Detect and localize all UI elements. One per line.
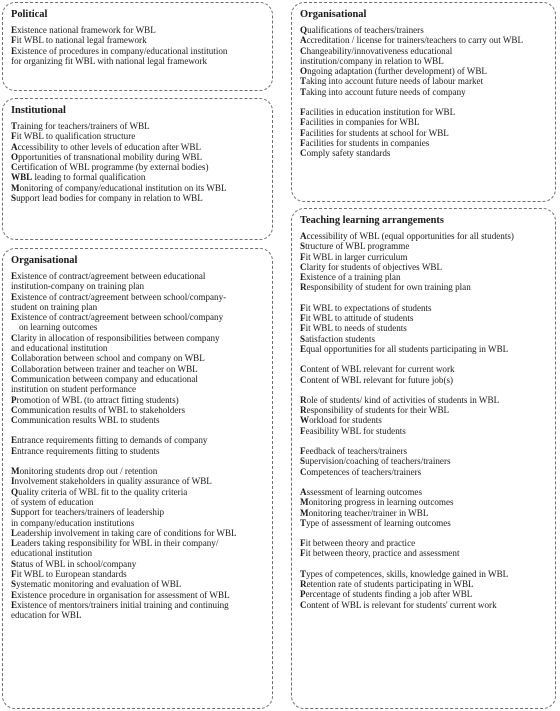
list-item xyxy=(300,323,547,333)
item-text: R xyxy=(300,579,307,590)
list-item xyxy=(11,152,264,162)
list-item xyxy=(11,46,264,56)
item-text: ontent of WBL relevant for current work xyxy=(306,364,455,375)
item-text: ontent of WBL is relevant for students' current work xyxy=(306,599,497,610)
item-text: C xyxy=(300,599,307,610)
item-text: in company/education institutions xyxy=(11,517,135,528)
list-item xyxy=(300,87,547,97)
item-text: institution-company on training plan xyxy=(11,281,145,292)
item-text: T xyxy=(11,121,18,131)
item-text: ualifications of teachers/trainers xyxy=(307,25,424,35)
item-text: T xyxy=(300,86,307,97)
political-box xyxy=(2,2,273,91)
list-item xyxy=(11,487,264,497)
item-text: T xyxy=(300,517,307,528)
spacer xyxy=(300,528,547,538)
list-item xyxy=(11,559,264,569)
organisational-left-box xyxy=(2,248,273,709)
item-text: F xyxy=(300,538,306,549)
item-text: E xyxy=(11,589,18,600)
item-text: A xyxy=(300,486,307,497)
political-list xyxy=(11,25,264,66)
item-text: F xyxy=(11,35,17,46)
item-text: student on training plan xyxy=(11,301,98,312)
item-text: and educational institution xyxy=(11,343,108,354)
item-text: uality criteria of WBL fit to the quality criteria xyxy=(18,486,188,497)
spacer xyxy=(300,385,547,395)
spacer xyxy=(300,97,547,107)
item-text: A xyxy=(300,231,307,241)
item-text: larity for students of objectives WBL xyxy=(306,261,443,272)
item-text: ntrance requirements fitting to students xyxy=(17,445,160,456)
list-item xyxy=(300,35,547,45)
item-text: onitoring teacher/trainer in WBL xyxy=(308,507,429,518)
teaching-list xyxy=(300,231,547,610)
item-text: it WBL to European standards xyxy=(16,569,127,580)
item-text: acilities in companies for WBL xyxy=(305,117,420,128)
item-text: S xyxy=(11,558,17,569)
item-text: E xyxy=(11,599,18,610)
item-text: institution/company in relation to WBL xyxy=(300,55,444,66)
item-text: it WBL to attitude of students xyxy=(305,313,414,324)
item-text: ypes of competences, skills, knowledge gained in WBL xyxy=(306,568,509,579)
item-text: for organizing fit WBL with national legal framework xyxy=(11,55,208,66)
list-item xyxy=(11,374,264,384)
list-item xyxy=(300,497,547,507)
item-text: M xyxy=(300,507,309,518)
item-text: educational institution xyxy=(11,548,93,559)
item-text: F xyxy=(300,446,306,457)
list-item xyxy=(300,303,547,313)
item-text: orkload for students xyxy=(309,415,382,426)
item-text: S xyxy=(300,333,306,344)
item-text: F xyxy=(300,117,306,128)
teaching-title: Teaching learning arrangements xyxy=(300,215,444,226)
list-item xyxy=(11,497,264,507)
list-item xyxy=(300,487,547,497)
list-item xyxy=(11,333,264,343)
list-item xyxy=(300,76,547,86)
item-text: C xyxy=(11,363,18,374)
item-text: ccessibility to other levels of education after WBL xyxy=(17,141,201,152)
list-item xyxy=(11,162,264,172)
list-item xyxy=(11,435,264,445)
organisational-right-title: Organisational xyxy=(300,9,367,20)
item-text: I xyxy=(11,476,15,487)
item-text: ommunication results WBL to students xyxy=(17,415,160,426)
item-text: hangeability/innovativeness educational xyxy=(306,45,453,56)
list-item xyxy=(300,252,547,262)
list-item xyxy=(300,282,547,292)
item-text: F xyxy=(11,131,17,142)
item-text: E xyxy=(11,435,18,446)
item-text: A xyxy=(11,141,18,152)
item-text: eaders taking responsibility for WBL in their company/ xyxy=(17,538,219,549)
item-text: C xyxy=(300,374,307,385)
item-text: C xyxy=(300,45,307,56)
item-text: esponsibility of students for their WBL xyxy=(306,405,450,416)
list-item xyxy=(11,131,264,141)
item-text: omply safety standards xyxy=(306,148,391,159)
item-text: aking into account future needs of labour market xyxy=(306,76,484,87)
list-item xyxy=(300,569,547,579)
spacer xyxy=(300,354,547,364)
list-item xyxy=(300,405,547,415)
item-text: Q xyxy=(11,486,19,497)
item-text: M xyxy=(11,182,20,193)
institutional-title: Institutional xyxy=(11,105,66,116)
item-text: ype of assessment of learning outcomes xyxy=(306,517,451,528)
list-item xyxy=(11,322,264,332)
item-text: F xyxy=(300,548,306,559)
item-text: education for WBL xyxy=(11,610,82,621)
list-item xyxy=(300,138,547,148)
spacer xyxy=(300,293,547,303)
item-text: romotion of WBL (to attract fitting students) xyxy=(16,394,179,405)
item-text: L xyxy=(11,538,18,549)
list-item xyxy=(11,415,264,425)
item-text: onitoring students drop out / retention xyxy=(19,466,158,477)
list-item xyxy=(300,375,547,385)
list-item xyxy=(300,415,547,425)
item-text: qual opportunities for all students participating in WBL xyxy=(306,343,509,354)
item-text: S xyxy=(11,193,17,204)
item-text: E xyxy=(11,312,18,323)
list-item xyxy=(11,172,264,182)
item-text: onitoring of company/educational institution on its WBL xyxy=(19,182,227,193)
item-text: C xyxy=(300,466,307,477)
item-text: easibility WBL for students xyxy=(305,425,406,436)
item-text: F xyxy=(300,251,306,262)
list-item xyxy=(300,467,547,477)
item-text: acilities for students in companies xyxy=(305,137,430,148)
item-text: S xyxy=(11,507,17,518)
list-item xyxy=(11,121,264,131)
item-text: onitoring progress in learning outcomes xyxy=(308,497,454,508)
item-text: upervision/coaching of teachers/trainers xyxy=(305,456,451,467)
list-item xyxy=(300,262,547,272)
item-text: S xyxy=(300,241,306,252)
item-text: aking into account future needs of company xyxy=(306,86,466,97)
item-text: xistence of contract/agreement between school/company xyxy=(17,312,224,323)
list-item xyxy=(300,600,547,610)
list-item xyxy=(11,600,264,610)
item-text: R xyxy=(300,405,307,416)
item-text: ollaboration between trainer and teacher on WBL xyxy=(17,363,198,374)
list-item xyxy=(300,456,547,466)
item-text: WBL xyxy=(11,172,33,183)
item-text: ystematic monitoring and evaluation of WBL xyxy=(16,579,182,590)
institutional-list xyxy=(11,121,264,203)
item-text: C xyxy=(11,404,18,415)
spacer xyxy=(300,559,547,569)
list-item xyxy=(11,25,264,35)
list-item xyxy=(300,272,547,282)
item-text: E xyxy=(11,45,18,56)
item-text: xistence of contract/agreement between educational xyxy=(17,271,206,281)
item-text: xistence of procedures in company/educational institution xyxy=(17,45,228,56)
item-text: C xyxy=(11,162,18,173)
item-text: ertification of WBL programme (by external bodies) xyxy=(17,162,209,173)
list-item xyxy=(11,193,264,203)
list-item xyxy=(11,312,264,322)
item-text: it WBL to expectations of students xyxy=(305,302,432,313)
list-item xyxy=(11,476,264,486)
list-item xyxy=(11,271,264,281)
list-item xyxy=(300,538,547,548)
item-text: institution on student performance xyxy=(11,384,137,395)
list-item xyxy=(300,518,547,528)
item-text: R xyxy=(300,282,307,293)
list-item xyxy=(11,528,264,538)
list-item xyxy=(300,66,547,76)
list-item xyxy=(300,395,547,405)
item-text: C xyxy=(300,364,307,375)
item-text: C xyxy=(300,261,307,272)
item-text: F xyxy=(300,323,306,334)
item-text: O xyxy=(11,151,19,162)
item-text: ommunication between company and educational xyxy=(17,373,198,384)
item-text: acilities for students at school for WBL xyxy=(305,127,449,138)
item-text: O xyxy=(300,66,308,77)
item-text: A xyxy=(300,35,307,46)
item-text: E xyxy=(300,272,307,283)
item-text: T xyxy=(300,76,307,87)
item-text: ommunication results of WBL to stakeholders xyxy=(17,404,186,415)
list-item xyxy=(11,548,264,558)
list-item xyxy=(11,292,264,302)
item-text: esponsibility of student for own training plan xyxy=(306,282,471,293)
spacer xyxy=(300,436,547,446)
list-item xyxy=(11,590,264,600)
item-text: M xyxy=(300,497,309,508)
item-text: P xyxy=(11,394,17,405)
item-text: etention rate of students participating in WBL xyxy=(306,579,474,590)
list-item xyxy=(300,46,547,56)
item-text: C xyxy=(11,353,18,364)
list-item xyxy=(11,56,264,66)
item-text: E xyxy=(11,445,18,456)
spacer xyxy=(11,425,264,435)
item-text: it between theory, practice and assessment xyxy=(305,548,460,559)
list-item xyxy=(11,446,264,456)
item-text: eedback of teachers/trainers xyxy=(305,446,408,457)
item-text: ompetences of teachers/trainers xyxy=(306,466,422,477)
item-text: E xyxy=(300,343,307,354)
item-text: atisfaction students xyxy=(305,333,376,344)
item-text: pportunities of transnational mobility during WBL xyxy=(18,151,203,162)
item-text: tatus of WBL in school/company xyxy=(16,558,137,569)
item-text: C xyxy=(11,373,18,384)
list-item xyxy=(300,241,547,251)
list-item xyxy=(300,589,547,599)
teaching-box xyxy=(291,208,556,709)
item-text: it WBL to national legal framework xyxy=(16,35,147,46)
item-text: upport lead bodies for company in relation to WBL xyxy=(16,193,203,204)
list-item xyxy=(300,548,547,558)
item-text: E xyxy=(11,271,18,281)
political-title: Political xyxy=(11,9,48,20)
item-text: ssessment of learning outcomes xyxy=(306,486,422,497)
item-text: C xyxy=(11,415,18,426)
item-text: nvolvement stakeholders in quality assurance of WBL xyxy=(14,476,212,487)
organisational-left-list xyxy=(11,271,264,621)
institutional-box xyxy=(2,98,273,240)
list-item xyxy=(11,395,264,405)
item-text: F xyxy=(300,313,306,324)
item-text: ole of students/ kind of activities of students in WBL xyxy=(306,394,500,405)
list-item xyxy=(300,107,547,117)
item-text: R xyxy=(300,394,307,405)
item-text: F xyxy=(300,425,306,436)
list-item xyxy=(300,364,547,374)
list-item xyxy=(11,466,264,476)
item-text: F xyxy=(300,302,306,313)
item-text: W xyxy=(300,415,310,426)
item-text: F xyxy=(300,137,306,148)
item-text: tructure of WBL programme xyxy=(305,241,410,252)
item-text: it between theory and practice xyxy=(305,538,416,549)
organisational-left-title: Organisational xyxy=(11,255,78,266)
item-text: E xyxy=(11,25,18,35)
item-text: ollaboration between school and company on WBL xyxy=(17,353,205,364)
item-text: T xyxy=(300,568,307,579)
item-text: ngoing adaptation (further development) of WBL xyxy=(307,66,487,77)
item-text: it WBL in larger curriculum xyxy=(305,251,408,262)
list-item xyxy=(300,579,547,589)
organisational-right-list xyxy=(300,25,547,159)
item-text: F xyxy=(300,127,306,138)
item-text: ercentage of students finding a job after WBL xyxy=(305,589,473,600)
list-item xyxy=(300,334,547,344)
item-text: C xyxy=(11,332,18,343)
item-text: ccreditation / license for trainers/teachers to carry out WBL xyxy=(306,35,524,46)
list-item xyxy=(11,343,264,353)
item-text: E xyxy=(11,291,18,302)
list-item xyxy=(11,384,264,394)
item-text: L xyxy=(11,527,18,538)
item-text: S xyxy=(300,456,306,467)
list-item xyxy=(300,25,547,35)
list-item xyxy=(11,183,264,193)
item-text: P xyxy=(300,589,306,600)
item-text: ontent of WBL relevant for future job(s) xyxy=(306,374,454,385)
list-item xyxy=(300,117,547,127)
list-item xyxy=(300,128,547,138)
item-text: it WBL to qualification structure xyxy=(16,131,136,142)
item-text: leading to formal qualification xyxy=(32,172,146,183)
item-text: xistence of contract/agreement between school/company- xyxy=(17,291,227,302)
item-text: F xyxy=(11,569,17,580)
organisational-right-box xyxy=(291,2,556,202)
item-text: xistence of a training plan xyxy=(306,272,401,283)
list-item xyxy=(11,610,264,620)
item-text: eadership involvement in taking care of conditions for WBL xyxy=(17,527,237,538)
item-text: on learning outcomes xyxy=(19,322,98,333)
list-item xyxy=(11,518,264,528)
list-item xyxy=(11,142,264,152)
list-item xyxy=(300,508,547,518)
spacer xyxy=(11,456,264,466)
list-item xyxy=(300,344,547,354)
item-text: upport for teachers/trainers of leadership xyxy=(16,507,165,518)
list-item xyxy=(11,507,264,517)
list-item xyxy=(11,405,264,415)
item-text: F xyxy=(300,107,306,118)
spacer xyxy=(300,477,547,487)
item-text: it WBL to needs of students xyxy=(305,323,407,334)
list-item xyxy=(300,148,547,158)
item-text: xistence of mentors/trainers initial training and continuing xyxy=(17,599,229,610)
item-text: M xyxy=(11,466,20,477)
list-item xyxy=(11,281,264,291)
list-item xyxy=(11,569,264,579)
list-item xyxy=(300,446,547,456)
list-item xyxy=(11,579,264,589)
list-item xyxy=(11,35,264,45)
list-item xyxy=(300,313,547,323)
item-text: ntrance requirements fitting to demands of company xyxy=(17,435,208,446)
list-item xyxy=(300,231,547,241)
item-text: xistence national framework for WBL xyxy=(17,25,156,35)
item-text: ccessibility of WBL (equal opportunities for all students) xyxy=(306,231,514,241)
item-text: C xyxy=(300,148,307,159)
list-item xyxy=(11,302,264,312)
list-item xyxy=(300,56,547,66)
item-text: Q xyxy=(300,25,308,35)
item-text: raining for teachers/trainers of WBL xyxy=(17,121,150,131)
list-item xyxy=(11,538,264,548)
item-text: of system of education xyxy=(11,496,94,507)
item-text: acilities in education institution for WBL xyxy=(305,107,456,118)
list-item xyxy=(11,364,264,374)
item-text: larity in allocation of responsibilities between company xyxy=(17,332,220,343)
item-text: S xyxy=(11,579,17,590)
item-text: xistence procedure in organisation for assessment of WBL xyxy=(17,589,230,600)
list-item xyxy=(11,353,264,363)
list-item xyxy=(300,426,547,436)
